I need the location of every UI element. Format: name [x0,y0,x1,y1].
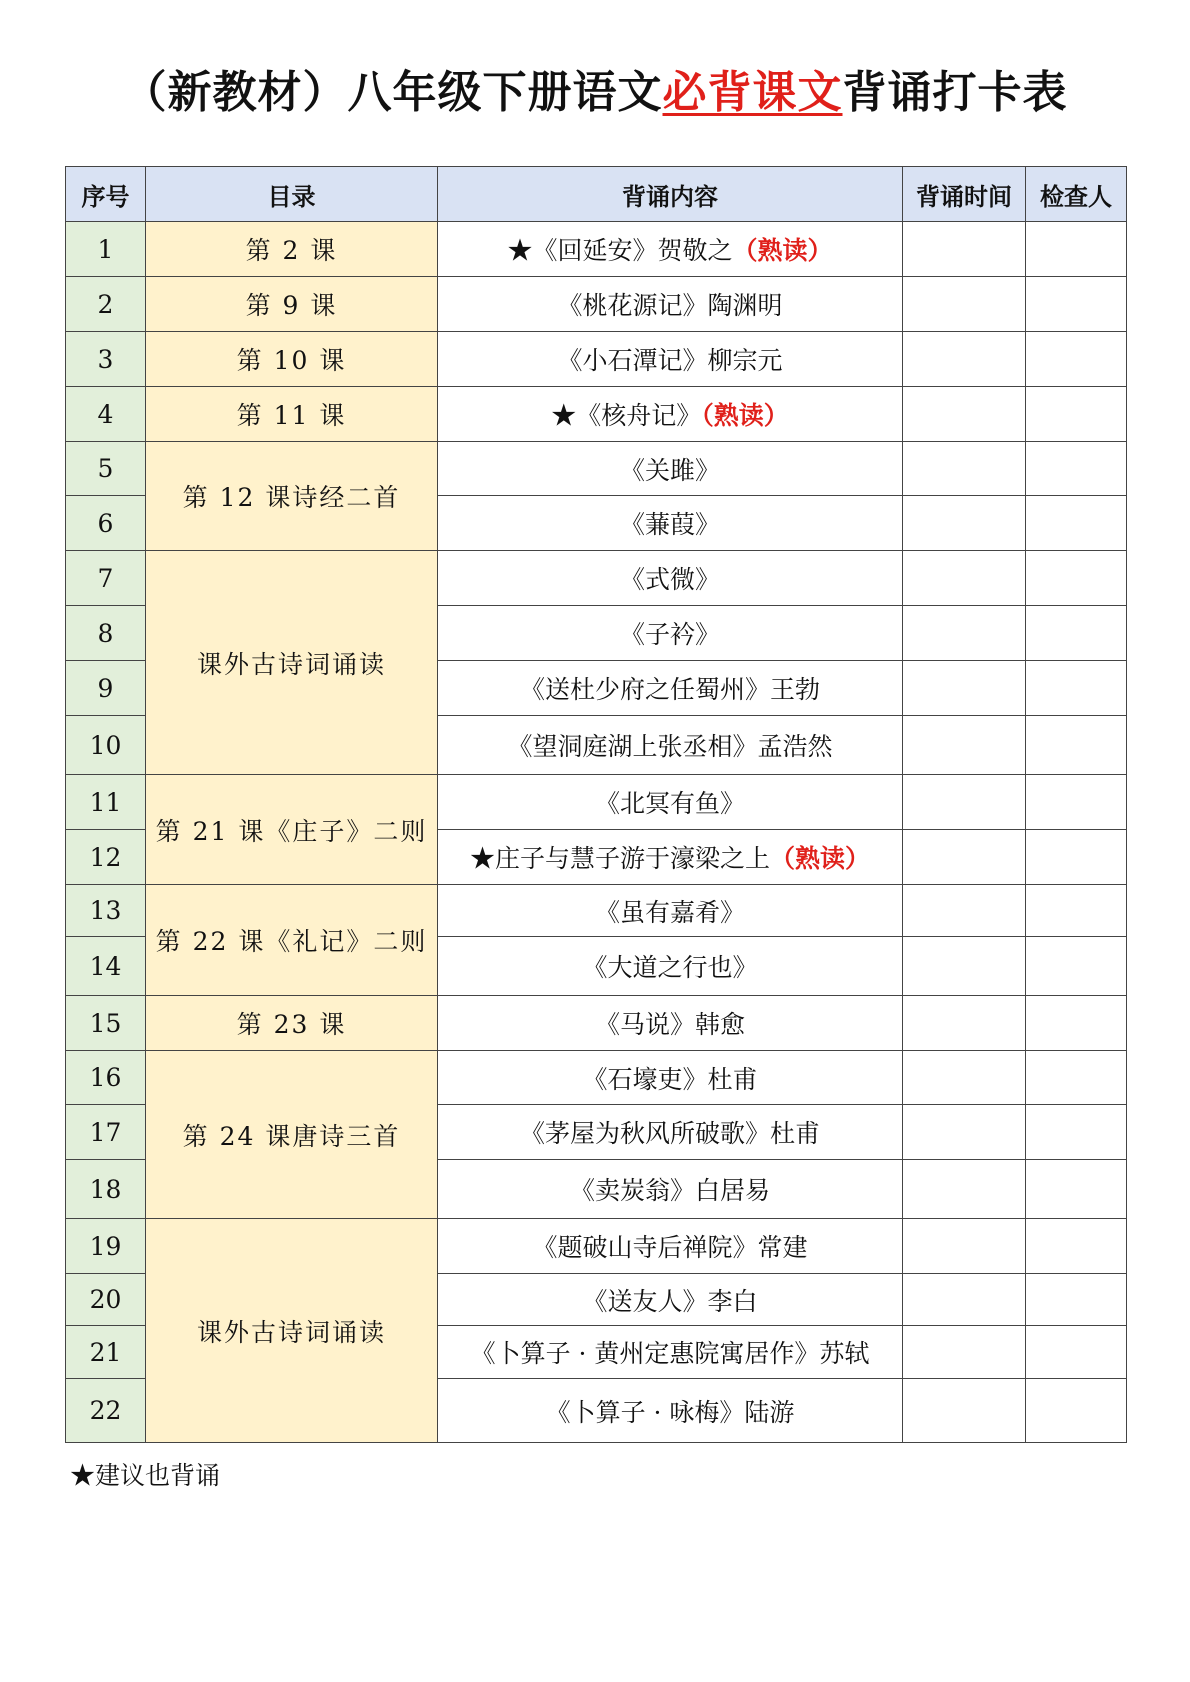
content-text: 《关雎》 [619,455,720,485]
content-text: 《虽有嘉肴》 [594,897,745,927]
content-cell [438,830,903,885]
checker-cell[interactable] [1026,1219,1127,1274]
recite-time-cell[interactable] [903,716,1026,775]
table-row [66,996,1127,1051]
content-cell [438,1326,903,1379]
recite-time-cell[interactable] [903,775,1026,830]
lesson-cell: 第 24 课唐诗三首 [146,1051,438,1219]
content-cell [438,1160,903,1219]
checker-cell[interactable] [1026,277,1127,332]
recite-time-cell[interactable] [903,222,1026,277]
read-tag: （熟读） [701,401,789,430]
recite-time-cell[interactable] [903,937,1026,996]
recite-time-cell[interactable] [903,830,1026,885]
checker-cell[interactable] [1026,716,1127,775]
checker-cell[interactable] [1026,332,1127,387]
checker-cell[interactable] [1026,1274,1127,1326]
content-cell [438,387,903,442]
content-text: 《子衿》 [619,620,720,649]
table-row [66,387,1127,442]
row-index: 10 [66,716,146,775]
row-index: 7 [66,551,146,606]
row-index: 4 [66,387,146,442]
content-cell [438,496,903,551]
content-text: 《大道之行也》 [582,953,758,982]
lesson-cell: 第 9 课 [146,277,438,332]
content-cell [438,1219,903,1274]
content-text: 《马说》韩愈 [594,1010,745,1039]
row-index: 2 [66,277,146,332]
content-cell [438,332,903,387]
lesson-cell: 第 21 课《庄子》二则 [146,775,438,885]
content-cell [438,885,903,937]
header-lesson: 目录 [146,167,438,222]
content-text: 《题破山寺后禅院》常建 [532,1233,808,1262]
recite-time-cell[interactable] [903,1160,1026,1219]
table-row [66,551,1127,606]
recite-time-cell[interactable] [903,1219,1026,1274]
checker-cell[interactable] [1026,1051,1127,1105]
checker-cell[interactable] [1026,1105,1127,1160]
table-row [66,222,1127,277]
recite-time-cell[interactable] [903,1379,1026,1443]
recitation-checklist-table [65,166,1127,1443]
checker-cell[interactable] [1026,606,1127,661]
star-icon: ★ [551,401,577,430]
checker-cell[interactable] [1026,442,1127,496]
row-index: 11 [66,775,146,830]
title-prefix: （新教材）八年级下册语文 [122,67,663,118]
row-index: 20 [66,1274,146,1326]
recite-time-cell[interactable] [903,1274,1026,1326]
content-text: 《石壕吏》杜甫 [582,1064,758,1094]
row-index: 19 [66,1219,146,1274]
row-index: 8 [66,606,146,661]
lesson-cell: 第 11 课 [146,387,438,442]
row-index: 17 [66,1105,146,1160]
read-tag: （熟读） [770,844,871,873]
row-index: 1 [66,222,146,277]
checker-cell[interactable] [1026,222,1127,277]
content-cell [438,1274,903,1326]
lesson-cell: 第 10 课 [146,332,438,387]
content-text: 《北冥有鱼》 [594,789,745,818]
content-cell [438,222,903,277]
content-cell [438,1379,903,1443]
checker-cell[interactable] [1026,1326,1127,1379]
lesson-cell: 课外古诗词诵读 [146,1219,438,1443]
row-index: 21 [66,1326,146,1379]
checker-cell[interactable] [1026,937,1127,996]
content-text: 《送杜少府之任蜀州》王勃 [519,675,820,704]
recite-time-cell[interactable] [903,277,1026,332]
header-index: 序号 [66,167,146,222]
content-cell [438,277,903,332]
checker-cell[interactable] [1026,996,1127,1051]
row-index: 15 [66,996,146,1051]
content-cell [438,661,903,716]
content-text: 《卜算子 · 咏梅》陆游 [545,1397,795,1427]
content-text: 《桃花源记》陶渊明 [557,291,783,320]
row-index: 9 [66,661,146,716]
recite-time-cell[interactable] [903,1326,1026,1379]
content-text: 《卖炭翁》白居易 [569,1176,770,1205]
row-index: 16 [66,1051,146,1105]
content-cell [438,937,903,996]
page-title [0,56,1190,120]
row-index: 5 [66,442,146,496]
checker-cell[interactable] [1026,387,1127,442]
table-row [66,1219,1127,1274]
recite-time-cell[interactable] [903,442,1026,496]
recite-time-cell[interactable] [903,996,1026,1051]
content-cell [438,442,903,496]
recite-time-cell[interactable] [903,551,1026,606]
star-icon: ★ [469,844,495,873]
lesson-cell: 第 23 课 [146,996,438,1051]
read-tag: （熟读） [732,236,833,265]
content-cell [438,716,903,775]
content-cell [438,996,903,1051]
table-row [66,775,1127,830]
content-text: 《小石潭记》柳宗元 [557,346,783,375]
row-index: 18 [66,1160,146,1219]
content-text: 《茅屋为秋风所破歌》杜甫 [519,1119,820,1148]
checker-cell[interactable] [1026,496,1127,551]
content-text: 庄子与慧子游于濠梁之上 [494,844,770,873]
recite-time-cell[interactable] [903,387,1026,442]
content-cell [438,775,903,830]
content-cell [438,606,903,661]
table-body [66,222,1127,1443]
content-cell [438,1051,903,1105]
recite-time-cell[interactable] [903,496,1026,551]
row-index: 22 [66,1379,146,1443]
checker-cell[interactable] [1026,885,1127,937]
checker-cell[interactable] [1026,830,1127,885]
lesson-cell: 第 2 课 [146,222,438,277]
row-index: 12 [66,830,146,885]
content-cell [438,1105,903,1160]
footnote: ★建议也背诵 [70,1461,221,1490]
content-text: 《蒹葭》 [619,510,720,539]
row-index: 3 [66,332,146,387]
checker-cell[interactable] [1026,1379,1127,1443]
checker-cell[interactable] [1026,775,1127,830]
recite-time-cell[interactable] [903,332,1026,387]
content-text: 《送友人》李白 [582,1286,758,1316]
recite-time-cell[interactable] [903,885,1026,937]
recite-time-cell[interactable] [903,1105,1026,1160]
lesson-cell: 第 12 课诗经二首 [146,442,438,551]
row-index: 6 [66,496,146,551]
row-index: 14 [66,937,146,996]
table-row [66,442,1127,496]
header-time: 背诵时间 [903,167,1026,222]
recite-time-cell[interactable] [903,661,1026,716]
content-text: 《回延安》贺敬之 [532,236,733,265]
table-row [66,277,1127,332]
table-row [66,1051,1127,1105]
checker-cell[interactable] [1026,551,1127,606]
checker-cell[interactable] [1026,1160,1127,1219]
content-cell [438,551,903,606]
table-row [66,332,1127,387]
checker-cell[interactable] [1026,661,1127,716]
row-index: 13 [66,885,146,937]
lesson-cell: 第 22 课《礼记》二则 [146,885,438,996]
table-header-row [66,167,1127,222]
content-text: 《式微》 [619,565,720,594]
table-row [66,885,1127,937]
star-icon: ★ [507,236,533,265]
content-text: 《核舟记》 [576,401,702,430]
recite-time-cell[interactable] [903,606,1026,661]
header-content: 背诵内容 [438,167,903,222]
title-highlight: 必背课文 [662,67,843,118]
header-checker: 检查人 [1026,167,1127,222]
title-suffix: 背诵打卡表 [842,67,1068,118]
recite-time-cell[interactable] [903,1051,1026,1105]
content-text: 《望洞庭湖上张丞相》孟浩然 [507,732,833,761]
lesson-cell: 课外古诗词诵读 [146,551,438,775]
content-text: 《卜算子 · 黄州定惠院寓居作》苏轼 [470,1339,870,1368]
